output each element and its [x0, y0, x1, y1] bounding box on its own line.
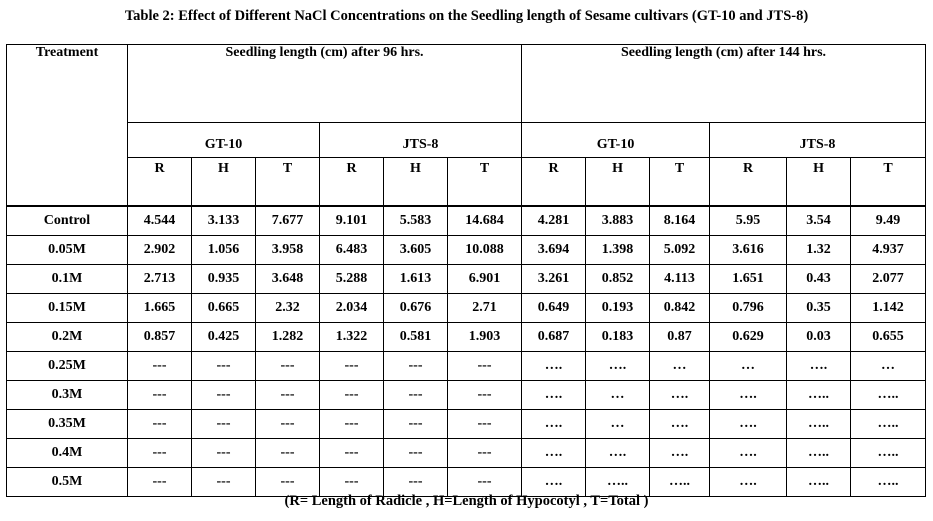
value-cell: 1.282: [256, 323, 320, 352]
value-cell: ---: [128, 352, 192, 381]
value-cell: …..: [851, 381, 926, 410]
value-cell: …: [851, 352, 926, 381]
value-cell: ---: [384, 439, 448, 468]
value-cell: ….: [787, 352, 851, 381]
table-row: [7, 206, 926, 236]
value-cell: ---: [128, 439, 192, 468]
subcol-header: R: [128, 158, 192, 207]
value-cell: ….: [710, 410, 787, 439]
value-cell: 1.32: [787, 236, 851, 265]
value-cell: 3.605: [384, 236, 448, 265]
value-cell: ---: [128, 381, 192, 410]
table-title: Table 2: Effect of Different NaCl Concentrations on the Seedling length of Sesame cultivars (GT-10 and JTS-8): [124, 8, 809, 24]
value-cell: 3.616: [710, 236, 787, 265]
treatment-cell: 0.35M: [7, 410, 128, 439]
value-cell: ---: [256, 381, 320, 410]
value-cell: 3.958: [256, 236, 320, 265]
value-cell: 7.677: [256, 206, 320, 236]
value-cell: …..: [787, 439, 851, 468]
value-cell: ….: [586, 352, 650, 381]
seedling-length-table: [6, 44, 926, 497]
value-cell: ---: [128, 468, 192, 497]
table-row: [7, 381, 926, 410]
value-cell: 0.655: [851, 323, 926, 352]
value-cell: 2.077: [851, 265, 926, 294]
value-cell: ---: [384, 410, 448, 439]
value-cell: 4.544: [128, 206, 192, 236]
value-cell: ….: [586, 439, 650, 468]
value-cell: 5.092: [650, 236, 710, 265]
value-cell: …: [586, 381, 650, 410]
table-row: [7, 410, 926, 439]
value-cell: 3.133: [192, 206, 256, 236]
value-cell: ---: [384, 468, 448, 497]
value-cell: …: [710, 352, 787, 381]
cultivar-header: JTS-8: [320, 123, 522, 158]
treatment-cell: 0.15M: [7, 294, 128, 323]
value-cell: 5.288: [320, 265, 384, 294]
value-cell: ---: [192, 468, 256, 497]
value-cell: ---: [192, 439, 256, 468]
subcol-header: H: [192, 158, 256, 207]
value-cell: …..: [787, 468, 851, 497]
value-cell: 1.613: [384, 265, 448, 294]
value-cell: ….: [710, 439, 787, 468]
value-cell: 0.842: [650, 294, 710, 323]
value-cell: ---: [448, 439, 522, 468]
value-cell: 14.684: [448, 206, 522, 236]
value-cell: …..: [650, 468, 710, 497]
value-cell: ---: [192, 410, 256, 439]
value-cell: ---: [320, 352, 384, 381]
value-cell: ---: [384, 381, 448, 410]
value-cell: 0.425: [192, 323, 256, 352]
value-cell: 0.649: [522, 294, 586, 323]
value-cell: ---: [128, 410, 192, 439]
value-cell: ….: [522, 439, 586, 468]
value-cell: ---: [256, 439, 320, 468]
value-cell: 0.43: [787, 265, 851, 294]
value-cell: ….: [650, 381, 710, 410]
value-cell: 2.71: [448, 294, 522, 323]
value-cell: ---: [448, 468, 522, 497]
value-cell: 4.113: [650, 265, 710, 294]
value-cell: 0.935: [192, 265, 256, 294]
value-cell: ---: [384, 352, 448, 381]
value-cell: 10.088: [448, 236, 522, 265]
value-cell: ---: [320, 439, 384, 468]
value-cell: ---: [448, 381, 522, 410]
value-cell: ….: [710, 381, 787, 410]
table-row: [7, 265, 926, 294]
treatment-cell: 0.25M: [7, 352, 128, 381]
value-cell: 6.483: [320, 236, 384, 265]
subcol-header: H: [586, 158, 650, 207]
value-cell: 4.937: [851, 236, 926, 265]
value-cell: 5.583: [384, 206, 448, 236]
value-cell: 1.322: [320, 323, 384, 352]
value-cell: 0.852: [586, 265, 650, 294]
value-cell: 0.629: [710, 323, 787, 352]
value-cell: ---: [256, 468, 320, 497]
value-cell: 2.902: [128, 236, 192, 265]
table-row: [7, 236, 926, 265]
value-cell: 2.713: [128, 265, 192, 294]
cultivar-header: GT-10: [522, 123, 710, 158]
value-cell: ….: [522, 352, 586, 381]
cultivar-header: JTS-8: [710, 123, 926, 158]
value-cell: 1.665: [128, 294, 192, 323]
value-cell: ---: [320, 410, 384, 439]
value-cell: …..: [787, 410, 851, 439]
subcol-header: T: [650, 158, 710, 207]
value-cell: ---: [320, 468, 384, 497]
value-cell: 1.142: [851, 294, 926, 323]
treatment-cell: Control: [7, 206, 128, 236]
value-cell: ….: [650, 439, 710, 468]
value-cell: 5.95: [710, 206, 787, 236]
value-cell: ….: [522, 381, 586, 410]
value-cell: ---: [448, 352, 522, 381]
value-cell: 3.261: [522, 265, 586, 294]
value-cell: ….: [522, 410, 586, 439]
value-cell: 1.903: [448, 323, 522, 352]
value-cell: 9.49: [851, 206, 926, 236]
value-cell: 2.32: [256, 294, 320, 323]
value-cell: 9.101: [320, 206, 384, 236]
table-row: [7, 352, 926, 381]
treatment-cell: 0.4M: [7, 439, 128, 468]
value-cell: 0.183: [586, 323, 650, 352]
value-cell: ---: [192, 381, 256, 410]
value-cell: 3.648: [256, 265, 320, 294]
subcol-header: H: [787, 158, 851, 207]
value-cell: 0.676: [384, 294, 448, 323]
value-cell: 3.883: [586, 206, 650, 236]
value-cell: 0.35: [787, 294, 851, 323]
value-cell: ---: [192, 352, 256, 381]
value-cell: 1.651: [710, 265, 787, 294]
treatment-cell: 0.1M: [7, 265, 128, 294]
group-header-row: [7, 45, 926, 123]
treatment-cell: 0.5M: [7, 468, 128, 497]
value-cell: …..: [787, 381, 851, 410]
value-cell: 3.54: [787, 206, 851, 236]
treatment-cell: 0.05M: [7, 236, 128, 265]
value-cell: 2.034: [320, 294, 384, 323]
value-cell: …: [586, 410, 650, 439]
subcol-header: T: [256, 158, 320, 207]
value-cell: …..: [851, 439, 926, 468]
value-cell: 3.694: [522, 236, 586, 265]
value-cell: ---: [448, 410, 522, 439]
value-cell: 0.87: [650, 323, 710, 352]
table-body: [7, 206, 926, 497]
value-cell: …..: [851, 468, 926, 497]
treatment-cell: 0.2M: [7, 323, 128, 352]
value-cell: 0.193: [586, 294, 650, 323]
value-cell: …..: [586, 468, 650, 497]
value-cell: …: [650, 352, 710, 381]
value-cell: 0.796: [710, 294, 787, 323]
table-row: [7, 323, 926, 352]
table-row: [7, 439, 926, 468]
subcol-header: R: [320, 158, 384, 207]
subcol-header: H: [384, 158, 448, 207]
value-cell: 0.857: [128, 323, 192, 352]
value-cell: 0.03: [787, 323, 851, 352]
subcolumn-header-row: [7, 158, 926, 207]
value-cell: ….: [522, 468, 586, 497]
value-cell: 8.164: [650, 206, 710, 236]
treatment-cell: 0.3M: [7, 381, 128, 410]
group-header-144: Seedling length (cm) after 144 hrs.: [522, 45, 926, 123]
cultivar-header-row: [7, 123, 926, 158]
value-cell: ….: [710, 468, 787, 497]
value-cell: 0.687: [522, 323, 586, 352]
value-cell: 1.056: [192, 236, 256, 265]
subcol-header: R: [522, 158, 586, 207]
value-cell: 0.581: [384, 323, 448, 352]
value-cell: ---: [256, 352, 320, 381]
value-cell: 1.398: [586, 236, 650, 265]
treatment-header: Treatment: [7, 45, 128, 207]
subcol-header: T: [851, 158, 926, 207]
value-cell: …..: [851, 410, 926, 439]
value-cell: 4.281: [522, 206, 586, 236]
table-row: [7, 294, 926, 323]
value-cell: ---: [256, 410, 320, 439]
value-cell: ---: [320, 381, 384, 410]
cultivar-header: GT-10: [128, 123, 320, 158]
value-cell: 0.665: [192, 294, 256, 323]
value-cell: ….: [650, 410, 710, 439]
subcol-header: T: [448, 158, 522, 207]
value-cell: 6.901: [448, 265, 522, 294]
subcol-header: R: [710, 158, 787, 207]
group-header-96: Seedling length (cm) after 96 hrs.: [128, 45, 522, 123]
table-footnote: (R= Length of Radicle , H=Length of Hypocotyl , T=Total ): [284, 493, 649, 509]
